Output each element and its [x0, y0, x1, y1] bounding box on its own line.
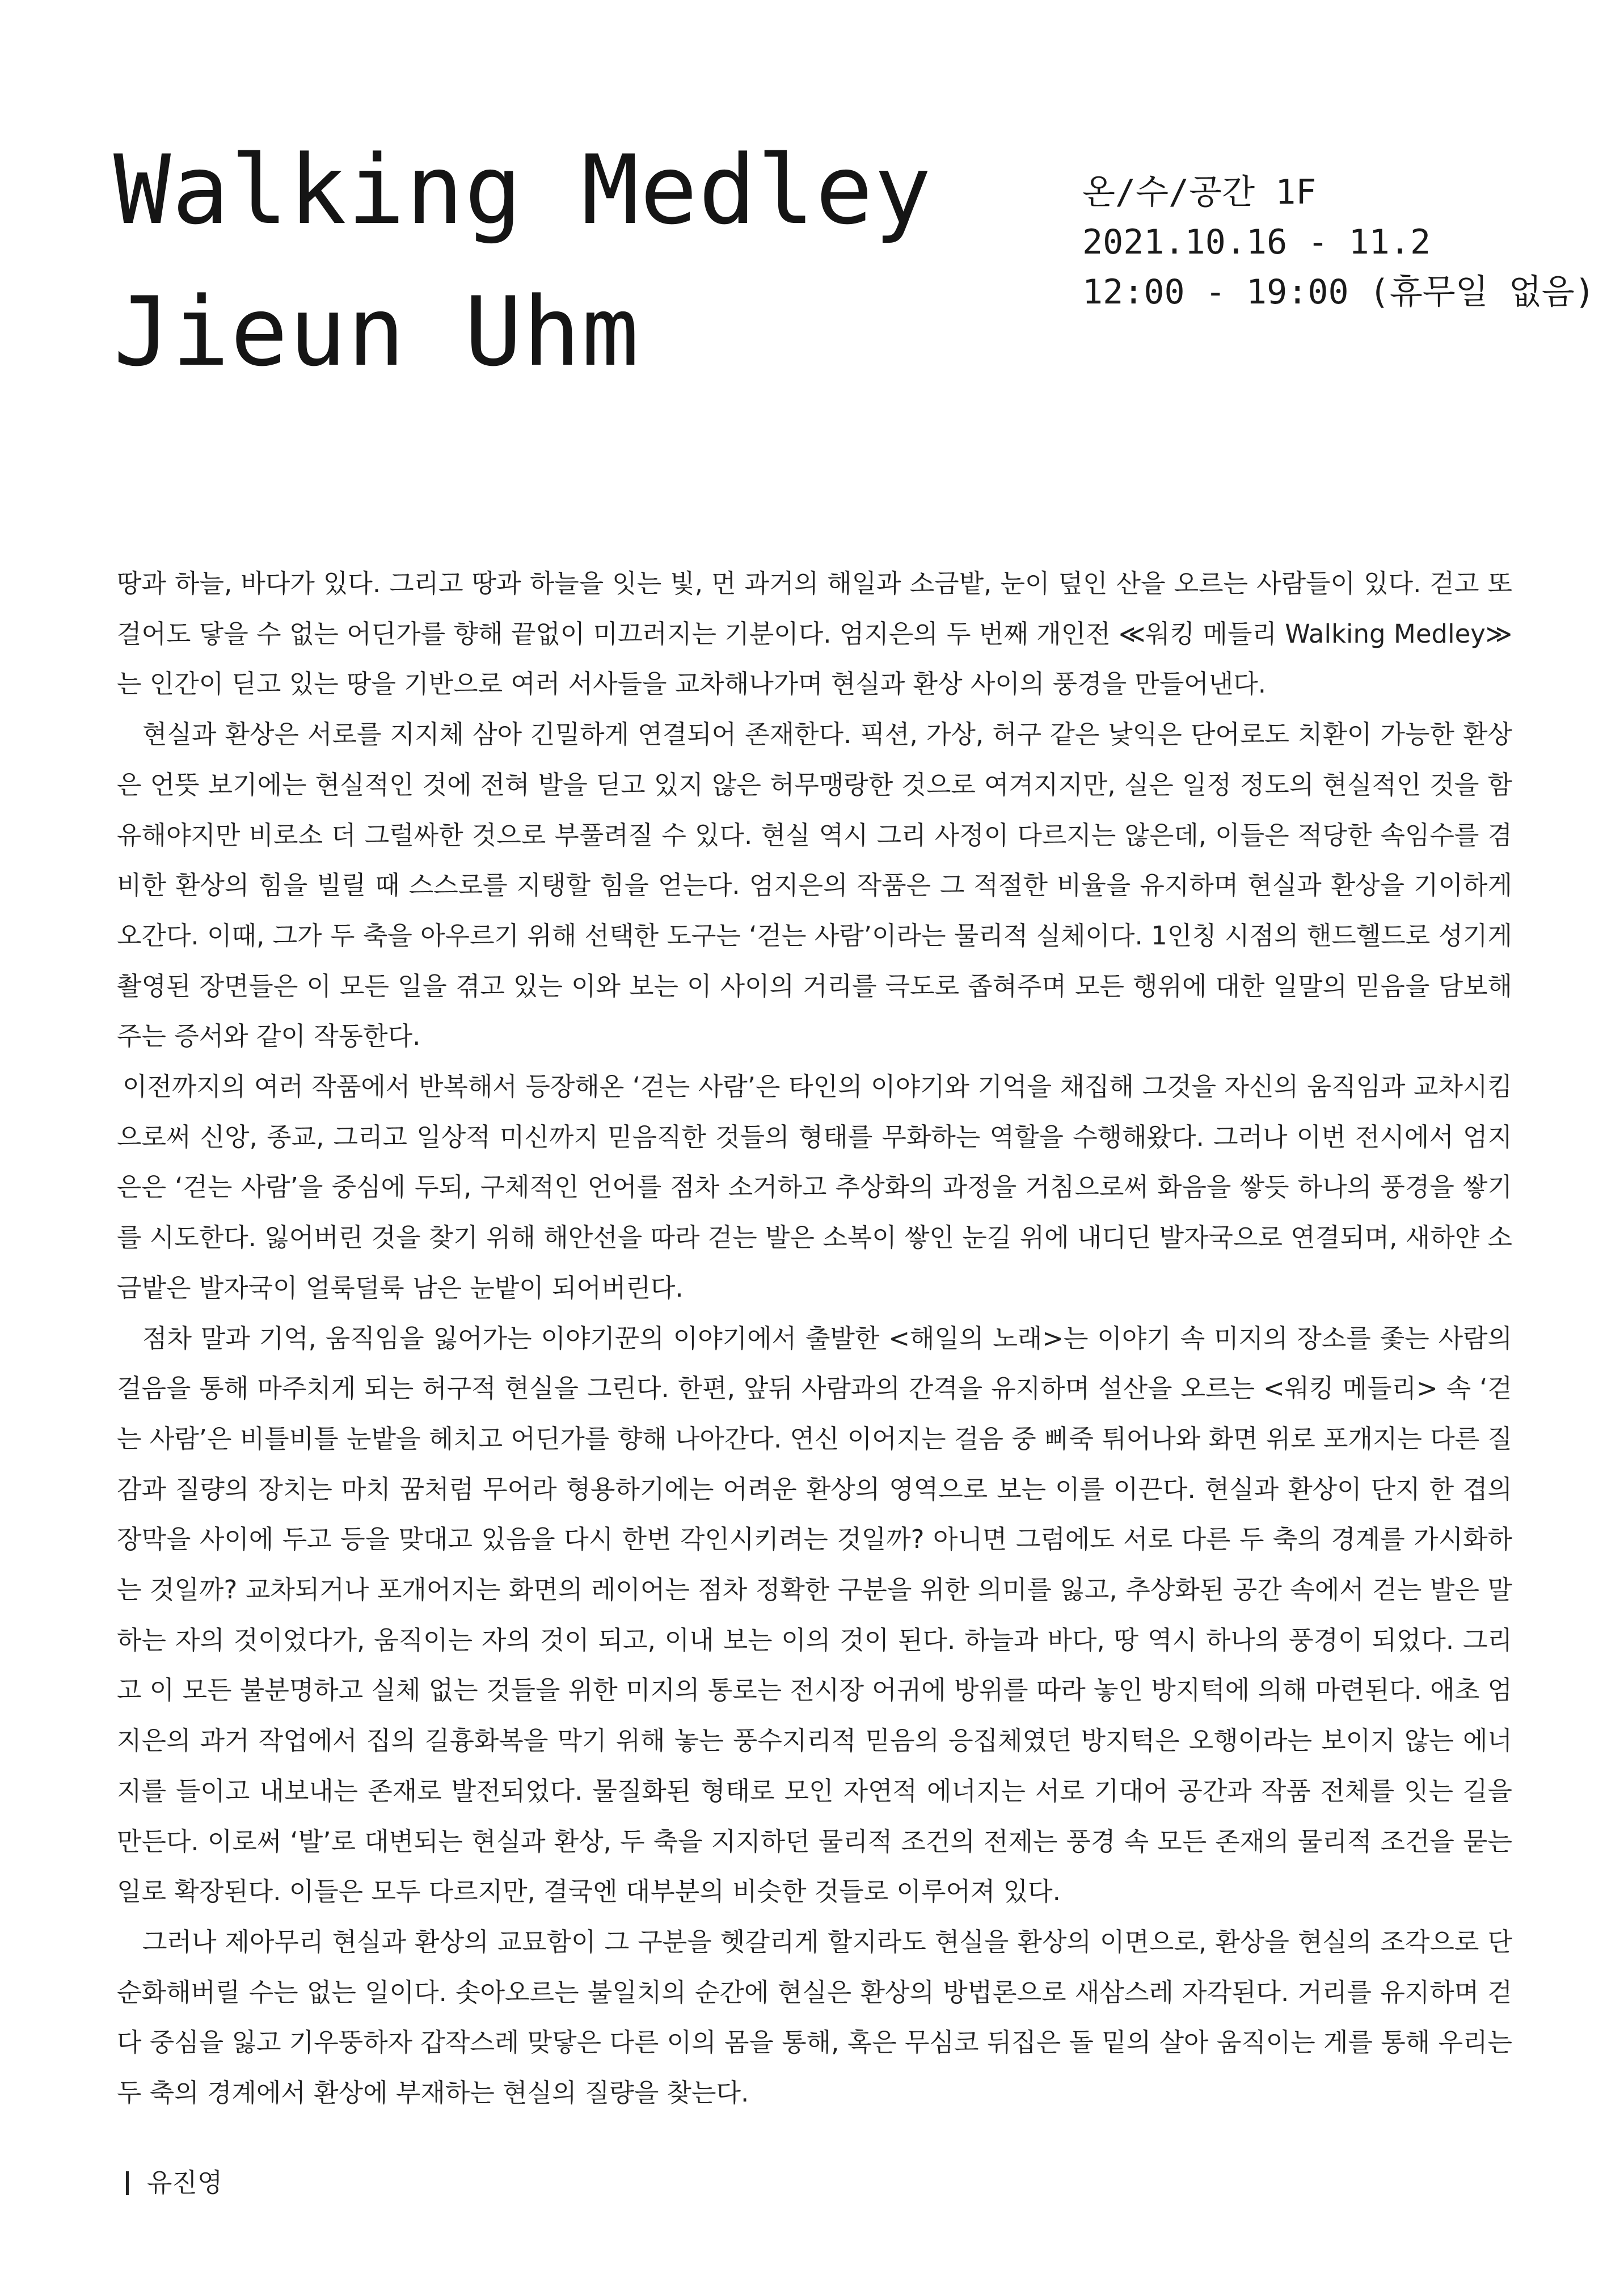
essay-paragraph-2: 현실과 환상은 서로를 지지체 삼아 긴밀하게 연결되어 존재한다. 픽션, 가상, 허구 같은 낯익은 단어로도 치환이 가능한 환상은 언뜻 보기에는 현실적인 것에 전혀 발을 딛고 있지 않은 허무맹랑한 것으로 여겨지지만, 실은 일정 정도의 현실적인 것을 함유해야지만 비로소 더 그럴싸한 것으로 부풀려질 수 있다. 현실 역시 그리 사정이 다르지는 않은데, 이들은 적당한 속임수를 겸비한 환상의 힘을 빌릴 때 스스로를 지탱할 힘을 얻는다. 엄지은의 작품은 그 적절한 비율을 유지하며 현실과 환상을 기이하게 오간다. 이때, 그가 두 축을 아우르기 위해 선택한 도구는 ‘걷는 사람’이라는 물리적 실체이다. 1인칭 시점의 핸드헬드로 성기게 촬영된 장면들은 이 모든 일을 겪고 있는 이와 보는 이 사이의 거리를 극도로 좁혀주며 모든 행위에 대한 일말의 믿음을 담보해주는 증서와 같이 작동한다. — [117, 719, 1512, 1052]
essay-paragraph-1: 땅과 하늘, 바다가 있다. 그리고 땅과 하늘을 잇는 빛, 먼 과거의 해일과 소금밭, 눈이 덮인 산을 오르는 사람들이 있다. 걷고 또 걸어도 닿을 수 없는 어딘가를 향해 끝없이 미끄러지는 기분이다. 엄지은의 두 번째 개인전 ≪워킹 메들리 Walking Medley≫는 인간이 딛고 있는 땅을 기반으로 여러 서사들을 교차해나가며 현실과 환상 사이의 풍경을 만들어낸다. — [117, 568, 1512, 699]
date-range-text: 2021.10.16 - 11.2 — [1082, 222, 1431, 262]
title-english: Walking Medley — [113, 134, 933, 246]
artist-name: Jieun Uhm — [113, 276, 640, 387]
essay-paragraph-5: 그러나 제아무리 현실과 환상의 교묘함이 그 구분을 헷갈리게 할지라도 현실을 환상의 이면으로, 환상을 현실의 조각으로 단순화해버릴 수는 없는 일이다. 솟아오르는 불일치의 순간에 현실은 환상의 방법론으로 새삼스레 자각된다. 거리를 유지하며 걷다 중심을 잃고 기우뚱하자 갑작스레 맞닿은 다른 이의 몸을 통해, 혹은 무심코 뒤집은 돌 밑의 살아 움직이는 게를 통해 우리는 두 축의 경계에서 환상에 부재하는 현실의 질량을 찾는다. — [117, 1926, 1512, 2108]
exhibition-title — [113, 119, 933, 403]
author-divider — [126, 2171, 129, 2195]
essay-body — [117, 559, 1512, 2119]
exhibition-info — [1082, 167, 1595, 317]
essay-paragraph-3: 이전까지의 여러 작품에서 반복해서 등장해온 ‘걷는 사람’은 타인의 이야기와 기억을 채집해 그것을 자신의 움직임과 교차시킴으로써 신앙, 종교, 그리고 일상적 미신까지 믿음직한 것들의 형태를 무화하는 역할을 수행해왔다. 그러나 이번 전시에서 엄지은은 ‘걷는 사람’을 중심에 두되, 구체적인 언어를 점차 소거하고 추상화의 과정을 거침으로써 화음을 쌓듯 하나의 풍경을 쌓기를 시도한다. 잃어버린 것을 찾기 위해 해안선을 따라 걷는 발은 소복이 쌓인 눈길 위에 내디딘 발자국으로 연결되며, 새하얀 소금밭은 발자국이 얼룩덜룩 남은 눈밭이 되어버린다. — [117, 1071, 1512, 1303]
author-name: 유진영 — [147, 2167, 223, 2198]
opening-hours-text: 12:00 - 19:00 (휴무일 없음) — [1082, 272, 1595, 312]
author-credit — [126, 2166, 222, 2200]
venue-text: 온/수/공간 1F — [1082, 172, 1317, 212]
essay-paragraph-4: 점차 말과 기억, 움직임을 잃어가는 이야기꾼의 이야기에서 출발한 <해일의 노래>는 이야기 속 미지의 장소를 좇는 사람의 걸음을 통해 마주치게 되는 허구적 현실을 그린다. 한편, 앞뒤 사람과의 간격을 유지하며 설산을 오르는 <워킹 메들리> 속 ‘걷는 사람’은 비틀비틀 눈밭을 헤치고 어딘가를 향해 나아간다. 연신 이어지는 걸음 중 삐죽 튀어나와 화면 위로 포개지는 다른 질감과 질량의 장치는 마치 꿈처럼 무어라 형용하기에는 어려운 환상의 영역으로 보는 이를 이끈다. 현실과 환상이 단지 한 겹의 장막을 사이에 두고 등을 맞대고 있음을 다시 한번 각인시키려는 것일까? 아니면 그럼에도 서로 다른 두 축의 경계를 가시화하는 것일까? 교차되거나 포개어지는 화면의 레이어는 점차 정확한 구분을 위한 의미를 잃고, 추상화된 공간 속에서 걷는 발은 말하는 자의 것이었다가, 움직이는 자의 것이 되고, 이내 보는 이의 것이 된다. 하늘과 바다, 땅 역시 하나의 풍경이 되었다. 그리고 이 모든 불분명하고 실체 없는 것들을 위한 미지의 통로는 전시장 어귀에 방위를 따라 놓인 방지턱에 의해 마련된다. 애초 엄지은의 과거 작업에서 집의 길흉화복을 막기 위해 놓는 풍수지리적 믿음의 응집체였던 방지턱은 오행이라는 보이지 않는 에너지를 들이고 내보내는 존재로 발전되었다. 물질화된 형태로 모인 자연적 에너지는 서로 기대어 공간과 작품 전체를 잇는 길을 만든다. 이로써 ‘발’로 대변되는 현실과 환상, 두 축을 지지하던 물리적 조건의 전제는 풍경 속 모든 존재의 물리적 조건을 묻는 일로 확장된다. 이들은 모두 다르지만, 결국엔 대부분의 비슷한 것들로 이루어져 있다. — [117, 1323, 1512, 1907]
